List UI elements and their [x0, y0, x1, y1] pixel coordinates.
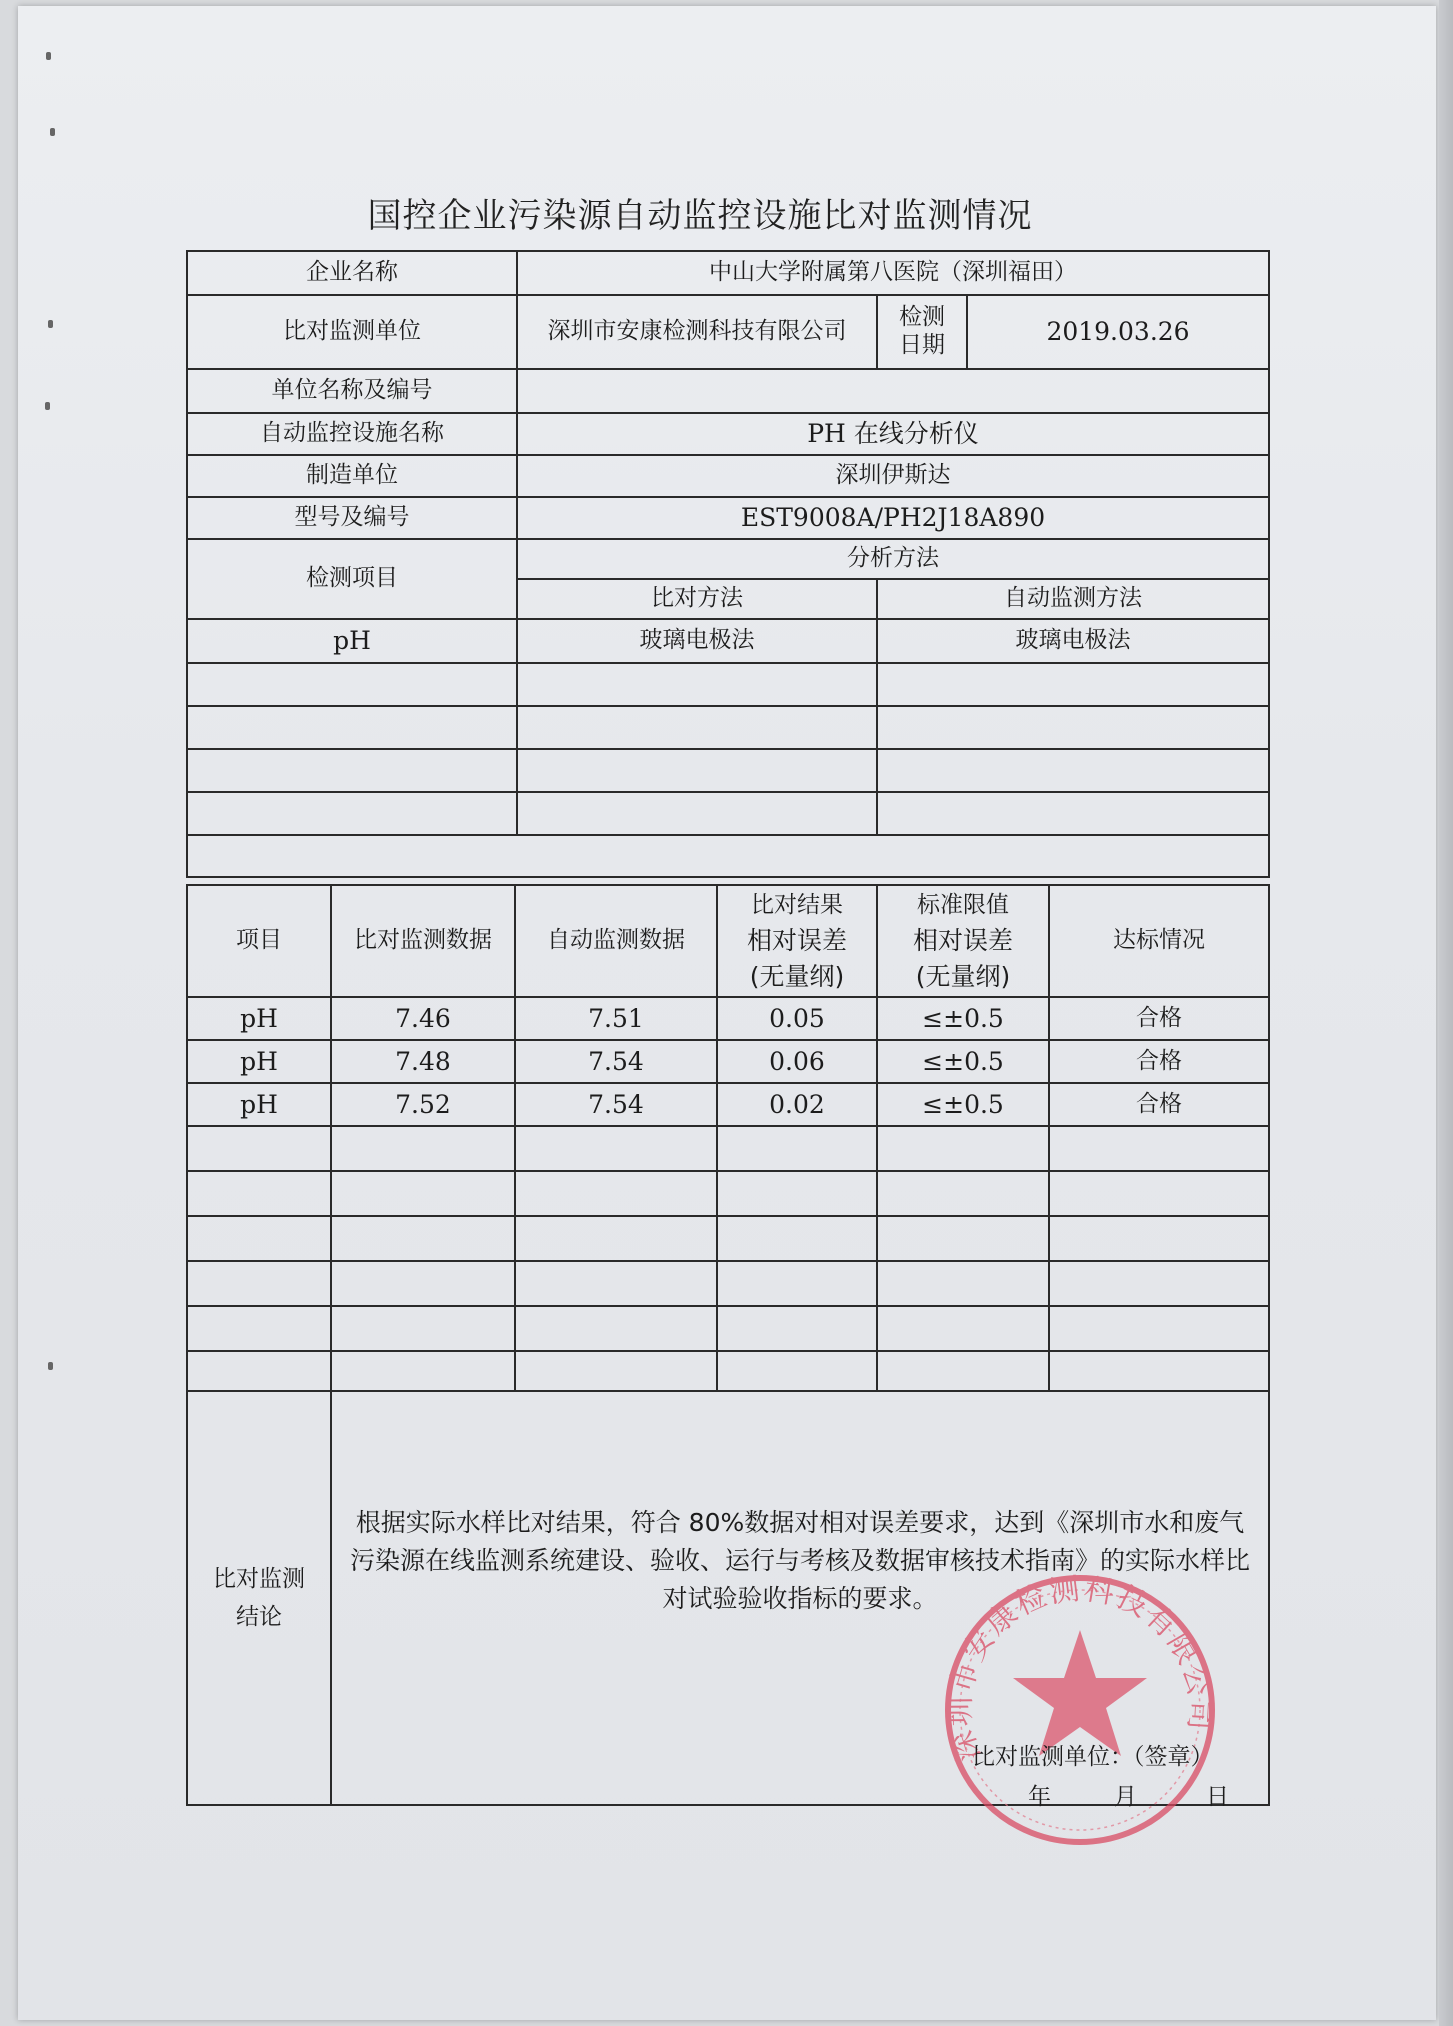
maker-label: 制造单位	[187, 455, 517, 497]
compare-method-label: 比对方法	[517, 579, 877, 619]
conclusion-text: 根据实际水样比对结果，符合 80%数据对相对误差要求，达到《深圳市水和废气污染源在线监测系统建设、验收、运行与考核及数据审核技术指南》的实际水样比对试验验收指标的要求。	[349, 1508, 1250, 1613]
monitor-unit-label: 比对监测单位	[187, 295, 517, 369]
company-seal	[930, 1560, 1230, 1860]
empty-row	[187, 1126, 1269, 1171]
table-row	[187, 455, 1269, 497]
conclusion-label-line-1: 比对监测	[213, 1566, 305, 1592]
table-row	[187, 619, 1269, 663]
header-relative-error	[717, 885, 877, 997]
item-value: pH	[187, 619, 517, 663]
table-row	[187, 997, 1269, 1040]
empty-row	[187, 1171, 1269, 1216]
unit-code-value	[517, 369, 1269, 413]
conclusion-label-line-2: 结论	[236, 1604, 282, 1630]
item-label: 检测项目	[187, 539, 517, 619]
row-auto-value: 7.54	[515, 1083, 717, 1126]
maker-value: 深圳伊斯达	[517, 455, 1269, 497]
header-standard-limit	[877, 885, 1049, 997]
empty-row	[187, 1351, 1269, 1391]
row-item: pH	[187, 1083, 331, 1126]
header-item: 项目	[187, 885, 331, 997]
table-row	[187, 369, 1269, 413]
header-relative-error-line-3: (无量纲)	[749, 962, 845, 991]
row-compare-value: 7.46	[331, 997, 515, 1040]
empty-row	[187, 749, 1269, 792]
model-value: EST9008A/PH2J18A890	[517, 497, 1269, 539]
margin-mark	[48, 320, 53, 328]
table-row	[187, 251, 1269, 295]
margin-mark	[45, 402, 50, 410]
row-compare-value: 7.52	[331, 1083, 515, 1126]
header-compare-data: 比对监测数据	[331, 885, 515, 997]
margin-mark	[46, 52, 51, 60]
info-table	[186, 250, 1270, 878]
seal-text-path: 深圳市安康检测科技有限公司	[942, 1571, 1218, 1766]
table-row	[187, 413, 1269, 455]
row-limit: ≤±0.5	[877, 1083, 1049, 1126]
conclusion-label	[187, 1391, 331, 1805]
row-limit: ≤±0.5	[877, 1040, 1049, 1083]
date-label-line-1: 检测	[899, 304, 945, 331]
date-month-label: 月	[1114, 1784, 1137, 1810]
enterprise-value: 中山大学附属第八医院（深圳福田）	[517, 251, 1269, 295]
table-row	[187, 497, 1269, 539]
header-auto-data: 自动监测数据	[515, 885, 717, 997]
row-auto-value: 7.54	[515, 1040, 717, 1083]
table-row	[187, 295, 1269, 369]
date-value: 2019.03.26	[967, 295, 1269, 369]
date-label	[877, 295, 967, 369]
header-standard-limit-line-3: (无量纲)	[915, 962, 1011, 991]
row-status: 合格	[1049, 997, 1269, 1040]
header-standard-limit-line-1: 标准限值	[917, 892, 1009, 918]
row-limit: ≤±0.5	[877, 997, 1049, 1040]
unit-code-label: 单位名称及编号	[187, 369, 517, 413]
compare-method-value: 玻璃电极法	[517, 619, 877, 663]
row-item: pH	[187, 1040, 331, 1083]
row-relative-error: 0.06	[717, 1040, 877, 1083]
row-status: 合格	[1049, 1040, 1269, 1083]
empty-row	[187, 1261, 1269, 1306]
signature-label: 比对监测单位：（签章）	[972, 1744, 1214, 1770]
method-label: 分析方法	[517, 539, 1269, 579]
monitor-unit-value: 深圳市安康检测科技有限公司	[517, 295, 877, 369]
header-relative-error-line-1: 比对结果	[751, 892, 843, 918]
model-label: 型号及编号	[187, 497, 517, 539]
header-standard-limit-line-2: 相对误差	[912, 926, 1013, 955]
row-item: pH	[187, 997, 331, 1040]
row-relative-error: 0.02	[717, 1083, 877, 1126]
results-header-row	[187, 885, 1269, 997]
paper-edge	[1439, 0, 1453, 2026]
empty-row	[187, 835, 1269, 877]
table-row	[187, 1040, 1269, 1083]
table-row	[187, 539, 1269, 579]
header-status: 达标情况	[1049, 885, 1269, 997]
row-status: 合格	[1049, 1083, 1269, 1126]
enterprise-label: 企业名称	[187, 251, 517, 295]
header-relative-error-line-2: 相对误差	[746, 926, 847, 955]
empty-row	[187, 1306, 1269, 1351]
empty-row	[187, 706, 1269, 749]
row-relative-error: 0.05	[717, 997, 877, 1040]
row-compare-value: 7.48	[331, 1040, 515, 1083]
date-label-line-2: 日期	[899, 332, 945, 358]
empty-row	[187, 1216, 1269, 1261]
margin-mark	[50, 128, 55, 136]
facility-label: 自动监控设施名称	[187, 413, 517, 455]
auto-method-value: 玻璃电极法	[877, 619, 1269, 663]
table-row	[187, 1083, 1269, 1126]
row-auto-value: 7.51	[515, 997, 717, 1040]
empty-row	[187, 792, 1269, 835]
auto-method-label: 自动监测方法	[877, 579, 1269, 619]
margin-mark	[48, 1362, 53, 1370]
facility-value: PH 在线分析仪	[517, 413, 1269, 455]
date-day-label: 日	[1206, 1784, 1229, 1810]
document-title: 国控企业污染源自动监控设施比对监测情况	[367, 196, 1033, 236]
empty-row	[187, 663, 1269, 706]
date-year-label: 年	[1028, 1784, 1051, 1810]
